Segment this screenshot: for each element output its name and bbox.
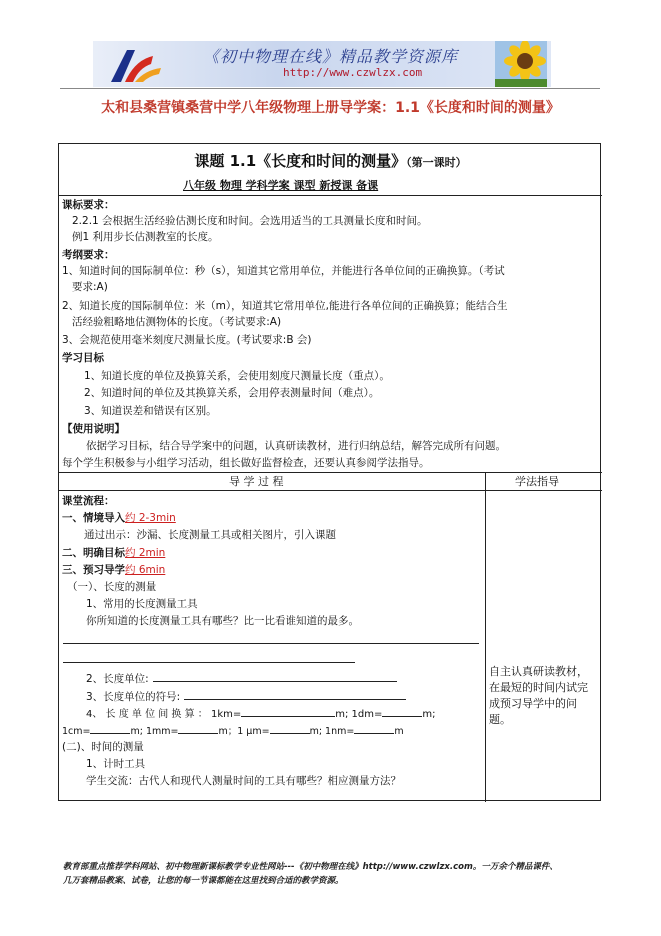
column-divider: [485, 472, 486, 802]
conversion-text: m: [394, 726, 404, 737]
question-label: 2、长度单位:: [86, 673, 149, 685]
exam-heading: 考纲要求：: [62, 249, 115, 261]
lesson-heading: [59, 150, 602, 171]
answer-blank[interactable]: [178, 723, 218, 734]
curriculum-heading: 课标要求：: [62, 199, 115, 211]
question-timer: 1、计时工具: [86, 758, 146, 770]
table-rule: [59, 195, 602, 196]
lesson-title: 课题 1.1《长度和时间的测量》: [194, 152, 407, 170]
section-length: （一）、长度的测量: [67, 581, 157, 593]
usage-line: 每个学生积极参与小组学习活动，组长做好监督检查，还要认真参阅学法指导。: [62, 457, 430, 469]
conversion-text: m; 1dm=: [335, 709, 383, 720]
goal-item: 1、知道长度的单位及换算关系，会使用刻度尺测量长度（重点）。: [84, 370, 390, 382]
footer-line: 教育部重点推荐学科网站、初中物理新课标教学专业性网站---《初中物理在线》http://www.czwlzx.com。一万余个精品课件、: [63, 862, 558, 872]
goals-heading: 学习目标: [62, 352, 104, 364]
exam-item: 要求:A): [72, 281, 108, 293]
answer-blank[interactable]: [354, 723, 394, 734]
step-time: 约 2min: [125, 547, 166, 559]
answer-blank[interactable]: [270, 723, 310, 734]
usage-line: 依据学习目标，结合导学案中的问题，认真研读教材，进行归纳总结，解答完成所有问题。: [86, 440, 506, 452]
process-heading: 课堂流程：: [62, 495, 115, 507]
banner-title: 《初中物理在线》精品教学资源库: [203, 47, 459, 66]
question-conversion-cont: [62, 723, 404, 739]
goal-item: 2、知道时间的单位及其换算关系，会用停表测量时间（难点）。: [84, 387, 380, 399]
column-header-guide: 学法指导: [515, 475, 559, 488]
step-label: 三、预习导学: [62, 564, 125, 576]
answer-line[interactable]: [63, 643, 479, 644]
conversion-text: 1cm=: [62, 726, 91, 737]
footer-line: 几万套精品教案、试卷，让您的每一节课都能在这里找到合适的教学资源。: [63, 876, 344, 886]
answer-line[interactable]: [63, 662, 355, 663]
goal-item: 3、知道误差和错误有区别。: [84, 405, 217, 417]
question-tools: 1、常用的长度测量工具: [86, 598, 198, 610]
answer-blank[interactable]: [153, 671, 397, 682]
lesson-period: （第一课时）: [406, 156, 467, 169]
step-time: 约 2-3min: [125, 512, 176, 524]
site-logo: [105, 46, 165, 84]
side-guide-note: 自主认真研读教材，在最短的时间内试完成预习导学中的问题。: [489, 665, 588, 726]
exam-item: 3、会规范使用毫米刻度尺测量长度。(考试要求:B 会): [62, 334, 312, 346]
step-label: 二、明确目标: [62, 547, 125, 559]
sunflower-image: [495, 41, 547, 87]
step-label: 一、情境导入: [62, 512, 125, 524]
question-label: 4、 长 度 单 位 间 换 算 ： 1km=: [86, 709, 242, 720]
question-timer-prompt: 学生交流：古代人和现代人测量时间的工具有哪些？相应测量方法？: [86, 775, 401, 787]
question-label: 3、长度单位的符号:: [86, 691, 181, 703]
table-rule: [59, 490, 602, 491]
step-intro-text: 通过出示：沙漏、长度测量工具或相关图片，引入课题: [84, 529, 336, 541]
conversion-text: m; 1mm=: [130, 726, 179, 737]
column-header-process: 导 学 过 程: [229, 475, 284, 488]
lesson-table: [58, 143, 601, 801]
banner-url[interactable]: http://www.czwlzx.com: [283, 66, 423, 79]
step-preview: [62, 563, 165, 577]
answer-line[interactable]: [63, 800, 479, 801]
exam-item: 1、知道时间的国际制单位：秒（s），知道其它常用单位，并能进行各单位间的正确换算。（考试: [62, 265, 505, 277]
exam-item: 活经验粗略地估测物体的长度。（考试要求:A): [72, 316, 282, 328]
answer-blank[interactable]: [382, 706, 422, 717]
table-rule: [59, 472, 602, 473]
curriculum-line: 2.2.1 会根据生活经验估测长度和时间。会选用适当的工具测量长度和时间。: [72, 215, 428, 227]
step-intro: [62, 511, 176, 525]
usage-heading: 【使用说明】: [62, 423, 125, 435]
exam-item: 2、知道长度的国际制单位：米（m），知道其它常用单位,能进行各单位间的正确换算；能结合生: [62, 300, 508, 312]
conversion-text: m；1 μm=: [218, 726, 270, 737]
step-time: 约 6min: [125, 564, 166, 576]
conversion-text: m;: [422, 709, 436, 720]
question-conversion: [86, 706, 436, 722]
header-banner: [93, 41, 551, 87]
curriculum-line: 例1 利用步长估测教室的长度。: [72, 231, 219, 243]
question-unit-symbol: [86, 689, 406, 704]
step-goals: [62, 546, 165, 560]
header-divider: [60, 88, 600, 89]
answer-blank[interactable]: [241, 706, 335, 717]
answer-blank[interactable]: [90, 723, 130, 734]
question-length-unit: [86, 671, 397, 686]
question-tools-prompt: 你所知道的长度测量工具有哪些？比一比看谁知道的最多。: [86, 615, 359, 627]
lesson-meta: 八年级 物理 学科学案 课型 新授课 备课: [183, 179, 379, 192]
page-footer: [63, 860, 603, 888]
answer-blank[interactable]: [184, 689, 406, 700]
section-time: (二)、时间的测量: [62, 741, 144, 753]
conversion-text: m; 1nm=: [309, 726, 355, 737]
document-title: 太和县桑营镇桑营中学八年级物理上册导学案：1.1《长度和时间的测量》: [101, 100, 560, 116]
